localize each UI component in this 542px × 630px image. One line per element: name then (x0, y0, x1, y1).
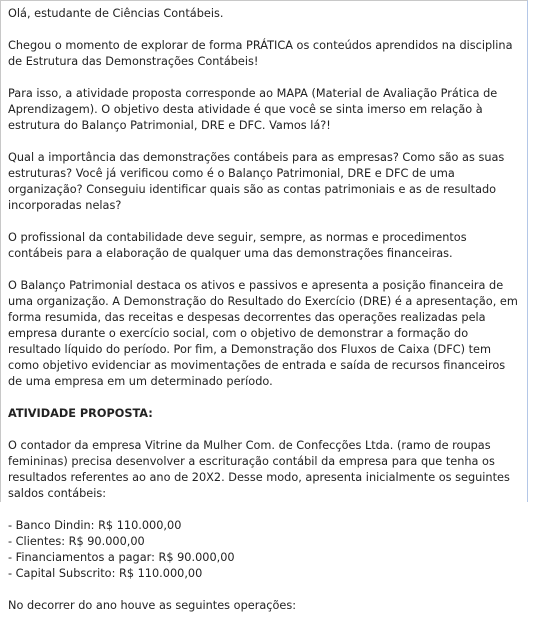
intro-paragraph: Chegou o momento de explorar de forma PRÁTICA os conteúdos aprendidos na disciplina de Estrutura das Demonstrações Contábeis! (8, 39, 513, 68)
questions-paragraph: Qual a importância das demonstrações contábeis para as empresas? Como são as suas estruturas? Você já verificou como é o Balanço Patrimonial, DRE e DFC de uma organização? Conseguiu identificar quais são as contas patrimoniais e as de resultado incorporadas nelas? (8, 151, 505, 212)
statements-paragraph: O Balanço Patrimonial destaca os ativos e passivos e apresenta a posição financeira de uma organização. A Demonstração do Resultado do Exercício (DRE) é a apresentação, em forma resumida, das receitas e despesas decorrentes das operações realizadas pela empresa durante o exercício social, com o objetivo de demonstrar a formação do resultado líquido do período. Por fim, a Demonstração dos Fluxos de Caixa (DFC) tem como objetivo evidenciar as movimentações de entrada e saída de recursos financeiros de uma empresa em um determinado período. (8, 279, 518, 388)
scrollbar-track[interactable] (528, 0, 542, 502)
purpose-paragraph: Para isso, a atividade proposta corresponde ao MAPA (Material de Avaliação Prática de Aprendizagem). O objetivo desta atividade é que você se sinta imerso em relação à estrutura do Balanço Patrimonial, DRE e DFC. Vamos lá?! (8, 87, 498, 132)
scenario-paragraph: O contador da empresa Vitrine da Mulher Com. de Confecções Ltda. (ramo de roupas femininas) precisa desenvolver a escrituração contábil da empresa para que tenha os resultados referentes ao ano de 20X2. Desse modo, apresenta inicialmente os seguintes saldos contábeis: (8, 439, 510, 500)
list-item: - Clientes: R$ 90.000,00 (8, 535, 145, 548)
activity-heading: ATIVIDADE PROPOSTA: (8, 407, 153, 420)
professional-paragraph: O profissional da contabilidade deve seguir, sempre, as normas e procedimentos contábeis para a elaboração de qualquer uma das demonstrações financeiras. (8, 231, 467, 260)
list-item: - Financiamentos a pagar: R$ 90.000,00 (8, 551, 235, 564)
balances-list (8, 518, 520, 582)
list-item: - Banco Dindin: R$ 110.000,00 (8, 519, 182, 532)
list-item: - Capital Subscrito: R$ 110.000,00 (8, 567, 203, 580)
document-content (8, 6, 520, 630)
greeting-paragraph: Olá, estudante de Ciências Contábeis. (8, 7, 224, 20)
operations-intro: No decorrer do ano houve as seguintes operações: (8, 599, 297, 612)
